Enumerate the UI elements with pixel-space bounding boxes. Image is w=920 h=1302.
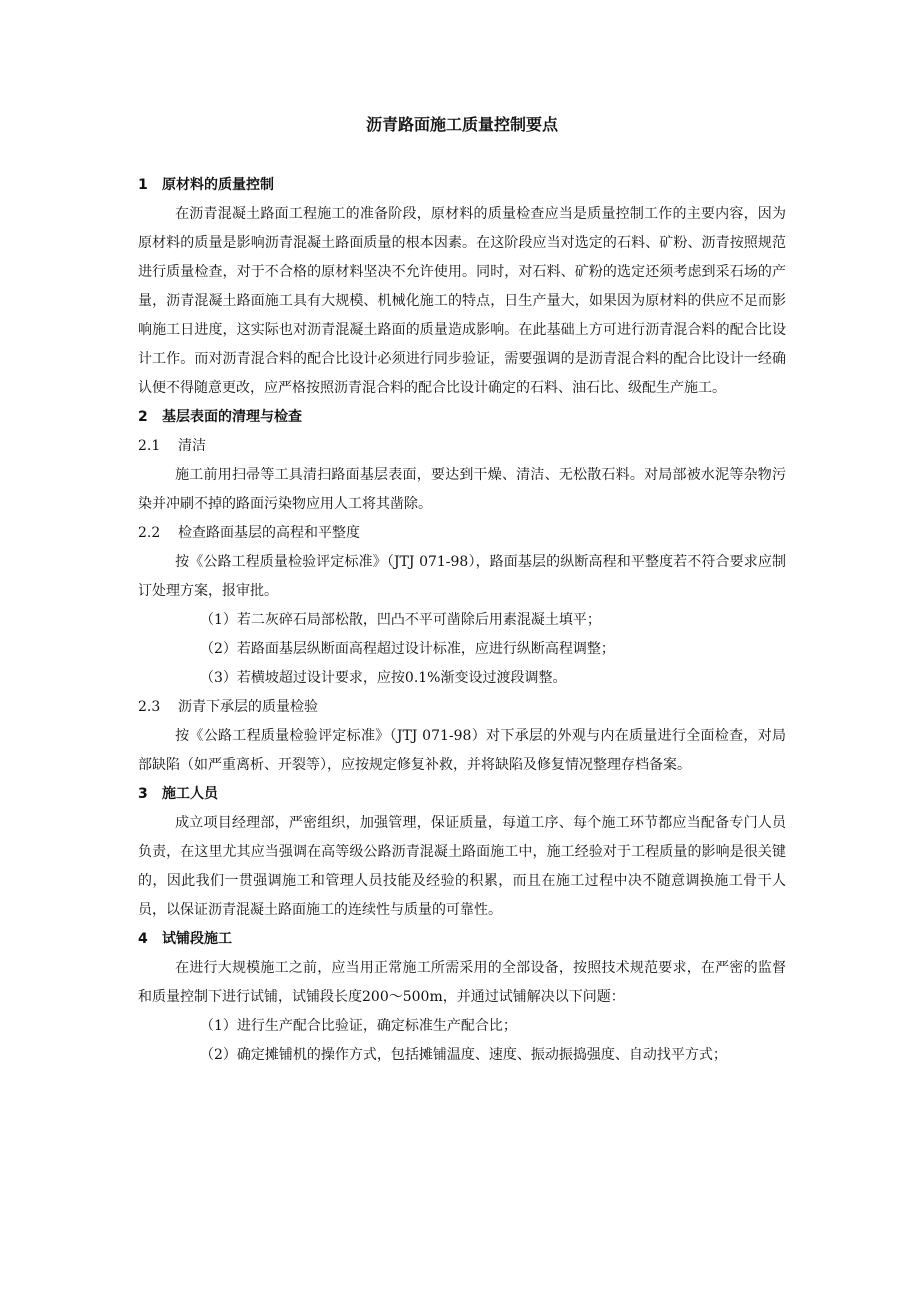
subsection-number: 2.3 xyxy=(138,699,161,715)
section-number: 4 xyxy=(138,931,148,947)
subsection-title: 沥青下承层的质量检验 xyxy=(178,699,318,715)
list-item: （2）若路面基层纵断面高程超过设计标准，应进行纵断高程调整； xyxy=(200,641,615,657)
section-heading-4 xyxy=(138,925,786,954)
list-item: （2）确定摊铺机的操作方式，包括摊铺温度、速度、振动振捣强度、自动找平方式； xyxy=(200,1047,727,1063)
document-title: 沥青路面施工质量控制要点 xyxy=(365,115,558,134)
section-title: 原材料的质量控制 xyxy=(162,177,274,193)
subsection-paragraph: 施工前用扫帚等工具清扫路面基层表面，要达到干燥、清洁、无松散石料。对局部被水泥等杂物污染并冲刷不掉的路面污染物应用人工将其凿除。 xyxy=(138,467,786,512)
subsection-number: 2.1 xyxy=(138,438,161,454)
subsection-title: 清洁 xyxy=(178,438,206,454)
section-title: 基层表面的清理与检查 xyxy=(162,409,302,425)
subsection-paragraph: 按《公路工程质量检验评定标准》（JTJ 071-98）对下承层的外观与内在质量进行全面检查，对局部缺陷（如严重离析、开裂等），应按规定修复补救，并将缺陷及修复情况整理存档备案。 xyxy=(138,728,786,773)
subsection-heading-2-1 xyxy=(138,432,786,461)
section-paragraph: 在沥青混凝土路面工程施工的准备阶段，原材料的质量检查应当是质量控制工作的主要内容，因为原材料的质量是影响沥青混凝土路面质量的根本因素。在这阶段应当对选定的石料、矿粉、沥青按照规范进行质量检查，对于不合格的原材料坚决不允许使用。同时，对石料、矿粉的选定还须考虑到采石场的产量，沥青混凝土路面施工具有大规模、机械化施工的特点，日生产量大，如果因为原材料的供应不足而影响施工日进度，这实际也对沥青混凝土路面的质量造成影响。在此基础上方可进行沥青混合料的配合比设计工作。而对沥青混合料的配合比设计必须进行同步验证，需要强调的是沥青混合料的配合比设计一经确认便不得随意更改，应严格按照沥青混合料的配合比设计确定的石料、油石比、级配生产施工。 xyxy=(138,206,786,396)
subsection-title: 检查路面基层的高程和平整度 xyxy=(178,525,360,541)
list-item: （3）若横坡超过设计要求，应按0.1%渐变设过渡段调整。 xyxy=(200,670,567,686)
list-item: （1）进行生产配合比验证，确定标准生产配合比； xyxy=(200,1018,517,1034)
subsection-heading-2-2 xyxy=(138,519,786,548)
subsection-heading-2-3 xyxy=(138,693,786,722)
section-paragraph: 在进行大规模施工之前，应当用正常施工所需采用的全部设备，按照技术规范要求，在严密的监督和质量控制下进行试铺，试铺段长度200～500m，并通过试铺解决以下问题： xyxy=(138,960,786,1005)
section-heading-2 xyxy=(138,403,786,432)
section-number: 2 xyxy=(138,409,148,425)
section-title: 施工人员 xyxy=(162,786,218,802)
document-body xyxy=(138,171,786,1070)
section-number: 1 xyxy=(138,177,148,193)
subsection-paragraph: 按《公路工程质量检验评定标准》（JTJ 071-98），路面基层的纵断高程和平整度若不符合要求应制订处理方案，报审批。 xyxy=(138,554,786,599)
section-number: 3 xyxy=(138,786,148,802)
section-heading-3 xyxy=(138,780,786,809)
section-heading-1 xyxy=(138,171,786,200)
list-item: （1）若二灰碎石局部松散，凹凸不平可凿除后用素混凝土填平； xyxy=(200,612,601,628)
section-paragraph: 成立项目经理部，严密组织，加强管理，保证质量，每道工序、每个施工环节都应当配备专门人员负责，在这里尤其应当强调在高等级公路沥青混凝土路面施工中，施工经验对于工程质量的影响是很关键的，因此我们一贯强调施工和管理人员技能及经验的积累，而且在施工过程中决不随意调换施工骨干人员，以保证沥青混凝土路面施工的连续性与质量的可靠性。 xyxy=(138,815,786,918)
section-title: 试铺段施工 xyxy=(162,931,232,947)
subsection-number: 2.2 xyxy=(138,525,161,541)
